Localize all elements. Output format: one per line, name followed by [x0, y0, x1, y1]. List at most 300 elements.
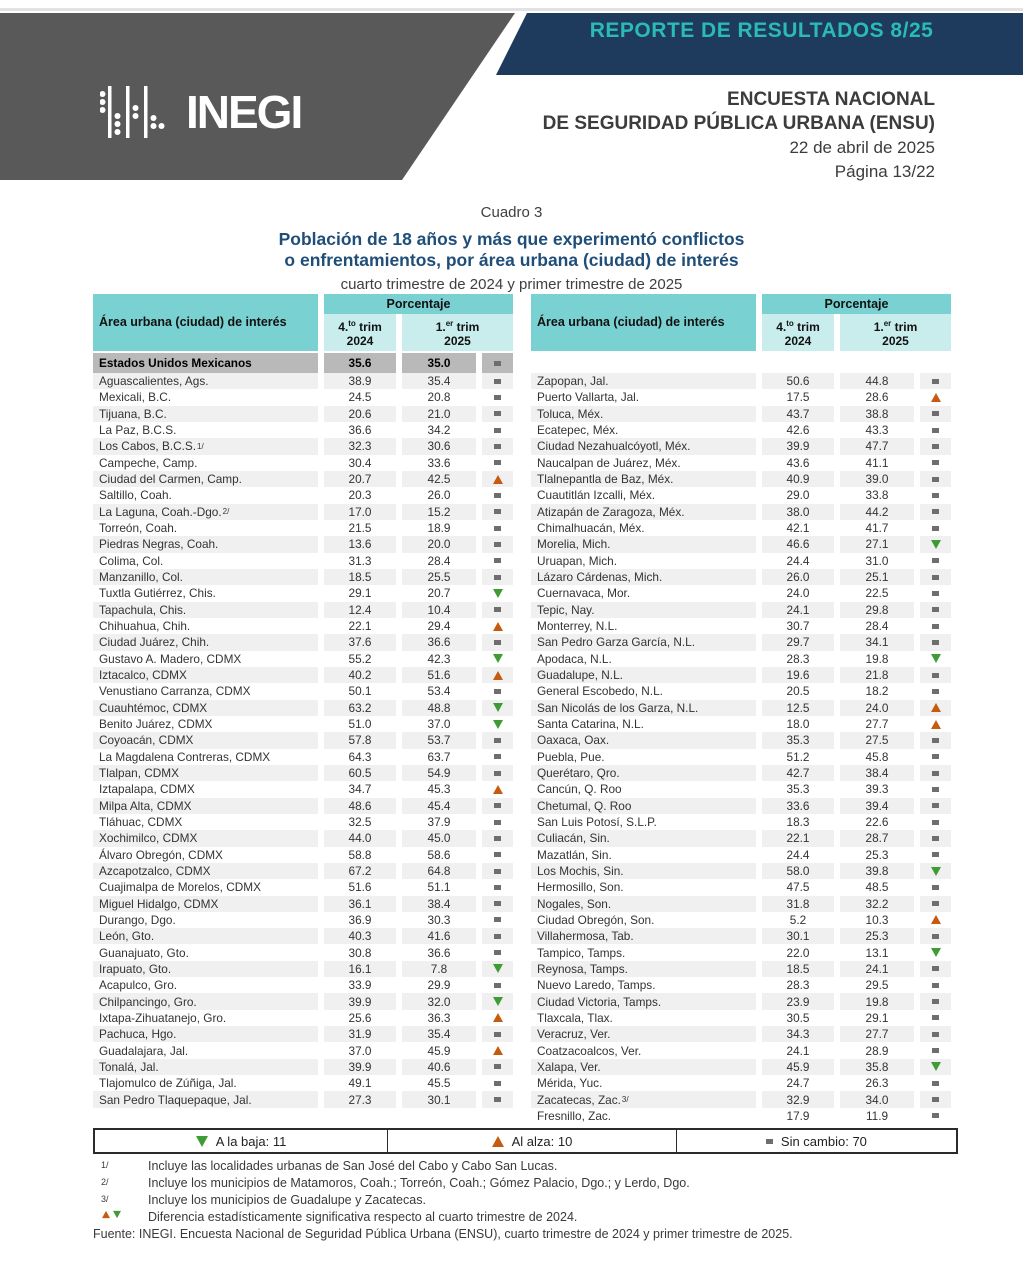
value-2024: 38.0	[762, 504, 834, 520]
trend-up-icon	[493, 622, 503, 631]
table-row	[93, 569, 515, 585]
city-name: Nogales, Son.	[531, 896, 756, 912]
trend-cell	[920, 504, 951, 520]
value-2025: 37.0	[427, 717, 451, 732]
legend-down-label: A la baja: 11	[215, 1133, 287, 1149]
no-change-icon	[932, 379, 939, 384]
no-change-icon	[932, 477, 939, 482]
trend-cell	[920, 863, 951, 879]
table-row	[93, 1075, 515, 1091]
value-2024: 18.5	[762, 961, 834, 977]
no-change-icon	[494, 444, 501, 449]
city-name: Ecatepec, Méx.	[537, 423, 619, 438]
trend-cell	[482, 406, 513, 422]
value-2024: 24.5	[348, 390, 372, 405]
footnote-text: Incluye las localidades urbanas de San José del Cabo y Cabo San Lucas.	[148, 1159, 558, 1173]
value-2024: 40.2	[324, 667, 396, 683]
no-change-icon	[494, 771, 501, 776]
value-2024: 38.9	[324, 373, 396, 389]
city-name: Torreón, Coah.	[99, 521, 178, 536]
value-2025: 29.1	[865, 1010, 889, 1025]
value-2025: 30.1	[402, 1091, 476, 1107]
value-2025: 29.4	[427, 619, 451, 634]
city-name: Xochimilco, CDMX	[93, 830, 318, 846]
value-2024: 46.6	[762, 536, 834, 552]
value-2025: 27.7	[840, 1026, 914, 1042]
value-2024: 40.3	[324, 928, 396, 944]
value-2025: 26.3	[865, 1076, 889, 1091]
trend-up-icon	[493, 785, 503, 794]
trend-cell	[920, 830, 951, 846]
table-row	[93, 471, 515, 487]
city-name: Fresnillo, Zac.	[537, 1108, 612, 1123]
city-name: Tepic, Nay.	[531, 602, 756, 618]
footnote-line	[93, 1192, 968, 1209]
value-2024: 42.1	[786, 521, 810, 536]
city-name: Tampico, Tamps.	[537, 945, 626, 960]
trend-cell	[920, 1108, 951, 1124]
table-row	[531, 814, 953, 830]
column-header-area: Área urbana (ciudad) de interés	[93, 294, 318, 351]
table-spacer	[531, 353, 953, 373]
value-2024: 24.0	[786, 586, 810, 601]
value-2024: 23.9	[762, 993, 834, 1009]
city-name: Guadalupe, N.L.	[531, 667, 756, 683]
table-row	[93, 553, 515, 569]
trend-cell	[920, 749, 951, 765]
trend-cell	[482, 1042, 513, 1058]
abacus-icon	[100, 86, 174, 138]
value-2024: 29.7	[762, 634, 834, 650]
trend-cell	[920, 651, 951, 667]
table-body-left	[93, 353, 515, 1108]
table-row	[93, 1091, 515, 1107]
city-name: Coyoacán, CDMX	[93, 732, 318, 748]
city-name: Álvaro Obregón, CDMX	[99, 847, 223, 862]
trend-cell	[920, 1059, 951, 1075]
city-name: Chilpancingo, Gro.	[93, 993, 318, 1009]
table-row	[531, 944, 953, 960]
value-2025: 37.9	[427, 815, 451, 830]
column-header-q1-2025: 1.$^{er}$ trim 2025	[402, 314, 513, 351]
legend	[93, 1128, 958, 1154]
city-name: Reynosa, Tamps.	[531, 961, 756, 977]
value-2025: 53.4	[427, 684, 451, 699]
city-name: General Escobedo, N.L.	[537, 684, 663, 699]
no-change-icon	[932, 836, 939, 841]
value-2024: 39.9	[762, 438, 834, 454]
table-row	[531, 1010, 953, 1026]
city-name: Naucalpan de Juárez, Méx.	[537, 455, 681, 470]
table-row	[531, 928, 953, 944]
table-body-right	[531, 353, 953, 1124]
value-2025: 45.9	[427, 1043, 451, 1058]
no-change-icon	[932, 820, 939, 825]
value-2024: 42.6	[786, 423, 810, 438]
table-row	[531, 798, 953, 814]
city-name: Xalapa, Ver.	[531, 1059, 756, 1075]
value-2025: 44.2	[840, 504, 914, 520]
trend-cell	[482, 634, 513, 650]
city-name: Zapopan, Jal.	[531, 373, 756, 389]
city-name: Acapulco, Gro.	[99, 978, 178, 993]
trend-down-icon	[493, 997, 503, 1006]
table-row	[93, 749, 515, 765]
trend-down-icon	[493, 703, 503, 712]
value-2025: 35.8	[840, 1059, 914, 1075]
no-change-icon	[766, 1139, 773, 1144]
value-2024: 26.0	[762, 569, 834, 585]
value-2025: 39.4	[840, 798, 914, 814]
trend-cell	[920, 634, 951, 650]
value-2024: 28.3	[786, 978, 810, 993]
value-2025: 36.6	[402, 634, 476, 650]
no-change-icon	[932, 509, 939, 514]
no-change-icon	[494, 379, 501, 384]
table-row	[531, 700, 953, 716]
trend-down-icon	[931, 948, 941, 957]
value-2025: 28.4	[427, 553, 451, 568]
value-2025: 31.0	[865, 553, 889, 568]
value-2024: 24.1	[762, 602, 834, 618]
value-2024: 13.6	[324, 536, 396, 552]
city-name: Los Cabos, B.C.S. 1/	[93, 438, 318, 454]
trend-cell	[920, 683, 951, 699]
value-2024: 51.6	[348, 880, 372, 895]
city-name: Chihuahua, Chih.	[99, 619, 191, 634]
page-number: Página 13/22	[834, 162, 935, 181]
value-2025: 28.6	[865, 390, 889, 405]
value-2025: 41.1	[865, 455, 889, 470]
value-2025: 30.3	[427, 912, 451, 927]
value-2025: 34.0	[840, 1091, 914, 1107]
table-row	[531, 406, 953, 422]
value-2025: 24.1	[840, 961, 914, 977]
city-name: Cuernavaca, Mor.	[537, 586, 631, 601]
trend-up-icon	[931, 703, 941, 712]
footnote-text: Diferencia estadísticamente significativa respecto al cuarto trimestre de 2024.	[148, 1210, 578, 1224]
value-2025: 36.3	[427, 1010, 451, 1025]
table-row	[531, 422, 953, 438]
table-row	[531, 847, 953, 863]
table-row	[531, 438, 953, 454]
no-change-icon	[932, 803, 939, 808]
value-2025: 26.0	[427, 488, 451, 503]
value-2024: 31.3	[348, 553, 372, 568]
value-2025: 25.5	[402, 569, 476, 585]
value-2024: 17.0	[324, 504, 396, 520]
no-change-icon	[932, 640, 939, 645]
table-row	[93, 667, 515, 683]
inegi-logo-text: INEGI	[186, 86, 302, 138]
table-row	[531, 1108, 953, 1124]
value-2025: 42.3	[427, 651, 451, 666]
no-change-icon	[494, 885, 501, 890]
footnote-ref: 3/	[621, 1095, 629, 1105]
trend-down-icon	[931, 867, 941, 876]
city-name: Irapuato, Gto.	[93, 961, 318, 977]
trend-cell	[482, 1075, 513, 1091]
value-2025: 15.2	[402, 504, 476, 520]
table-row	[93, 944, 515, 960]
trend-cell	[482, 455, 513, 471]
value-2025: 29.8	[840, 602, 914, 618]
city-name: Ixtapa-Zihuatanejo, Gro.	[99, 1010, 227, 1025]
trend-down-icon	[493, 720, 503, 729]
city-name: Zacatecas, Zac. 3/	[531, 1091, 756, 1107]
city-name: Manzanillo, Col.	[93, 569, 318, 585]
value-2024: 40.9	[762, 471, 834, 487]
value-2024: 50.6	[762, 373, 834, 389]
table-row	[93, 683, 515, 699]
value-2024: 29.0	[786, 488, 810, 503]
value-2025: 18.2	[865, 684, 889, 699]
table-row	[531, 1042, 953, 1058]
table-row	[93, 896, 515, 912]
no-change-icon	[494, 901, 501, 906]
city-name: Gustavo A. Madero, CDMX	[99, 651, 242, 666]
trend-cell	[920, 765, 951, 781]
value-2025: 51.6	[402, 667, 476, 683]
value-2025: 45.3	[427, 782, 451, 797]
value-2025: 43.3	[865, 423, 889, 438]
no-change-icon	[494, 640, 501, 645]
footnote-text: Incluye los municipios de Guadalupe y Zacatecas.	[148, 1193, 426, 1207]
trend-cell	[482, 569, 513, 585]
no-change-icon	[932, 575, 939, 580]
trend-cell	[482, 602, 513, 618]
value-2025: 48.8	[402, 700, 476, 716]
trend-cell	[920, 389, 951, 405]
source-line: Fuente: INEGI. Encuesta Nacional de Seguridad Pública Urbana (ENSU), cuarto trimestre de 2024 y primer trimestre de 2025.	[93, 1227, 793, 1241]
trend-cell	[920, 602, 951, 618]
trend-cell	[920, 406, 951, 422]
city-name: Estados Unidos Mexicanos	[93, 353, 318, 373]
value-2024: 18.5	[324, 569, 396, 585]
trend-up-icon	[493, 671, 503, 680]
table-row	[531, 389, 953, 405]
trend-cell	[920, 422, 951, 438]
city-name: Mazatlán, Sin.	[537, 847, 612, 862]
table-row	[93, 373, 515, 389]
value-2025: 7.8	[402, 961, 476, 977]
value-2024: 29.1	[348, 586, 372, 601]
trend-cell	[482, 781, 513, 797]
footnote-line	[93, 1158, 968, 1175]
city-name: Tláhuac, CDMX	[99, 815, 183, 830]
table-row	[531, 863, 953, 879]
value-2025: 28.4	[865, 619, 889, 634]
value-2025: 19.8	[840, 993, 914, 1009]
table-row	[93, 830, 515, 846]
table-row	[93, 389, 515, 405]
value-2024: 55.2	[348, 651, 372, 666]
value-2024: 48.6	[324, 798, 396, 814]
area-table-left	[93, 294, 515, 1124]
value-2024: 50.1	[348, 684, 372, 699]
trend-cell	[482, 765, 513, 781]
trend-cell	[920, 814, 951, 830]
value-2025: 53.7	[402, 732, 476, 748]
value-2025: 45.0	[402, 830, 476, 846]
cuadro-label: Cuadro 3	[480, 204, 543, 221]
inegi-logo	[100, 86, 301, 138]
city-name: La Paz, B.C.S.	[99, 423, 177, 438]
no-change-icon	[932, 493, 939, 498]
city-name: San Luis Potosí, S.L.P.	[537, 815, 657, 830]
value-2024: 47.5	[786, 880, 810, 895]
value-2025: 20.8	[427, 390, 451, 405]
no-change-icon	[494, 950, 501, 955]
trend-cell	[920, 373, 951, 389]
no-change-icon	[932, 966, 939, 971]
table-row	[93, 536, 515, 552]
no-change-icon	[494, 1081, 501, 1086]
legend-up-label: Al alza: 10	[511, 1133, 573, 1149]
table-row	[93, 406, 515, 422]
trend-cell	[482, 471, 513, 487]
value-2024: 24.1	[786, 1043, 810, 1058]
no-change-icon	[932, 1113, 939, 1118]
city-name: Tlaxcala, Tlax.	[537, 1010, 613, 1025]
table-row	[531, 732, 953, 748]
trend-cell	[920, 536, 951, 552]
no-change-icon	[494, 917, 501, 922]
value-2025: 64.8	[402, 863, 476, 879]
value-2024: 24.4	[786, 553, 810, 568]
column-header-q1-2025: 1.$^{er}$ trim 2025	[840, 314, 951, 351]
table-row	[93, 487, 515, 503]
table-row	[93, 438, 515, 454]
value-2025: 22.6	[865, 815, 889, 830]
city-name: Apodaca, N.L.	[537, 651, 612, 666]
trend-cell	[920, 912, 951, 928]
value-2025: 32.0	[402, 993, 476, 1009]
trend-cell	[482, 585, 513, 601]
trend-cell	[920, 553, 951, 569]
city-name: La Laguna, Coah.-Dgo. 2/	[93, 504, 318, 520]
value-2024: 20.3	[348, 488, 372, 503]
table-row	[531, 504, 953, 520]
value-2024: 18.0	[786, 717, 810, 732]
trend-cell	[920, 993, 951, 1009]
table-row	[531, 553, 953, 569]
table-row	[531, 667, 953, 683]
no-change-icon	[494, 852, 501, 857]
no-change-icon	[494, 820, 501, 825]
city-name: Durango, Dgo.	[99, 912, 176, 927]
value-2024: 64.3	[348, 749, 372, 764]
value-2025: 45.4	[402, 798, 476, 814]
table-row	[93, 732, 515, 748]
city-name: Hermosillo, Son.	[537, 880, 624, 895]
city-name: Guadalajara, Jal.	[99, 1043, 189, 1058]
value-2024: 32.5	[348, 815, 372, 830]
no-change-icon	[494, 607, 501, 612]
trend-cell	[920, 928, 951, 944]
value-2025: 35.4	[402, 1026, 476, 1042]
no-change-icon	[494, 983, 501, 988]
value-2024: 22.1	[348, 619, 372, 634]
no-change-icon	[932, 1048, 939, 1053]
city-name: Ciudad Obregón, Son.	[537, 912, 655, 927]
value-2024: 36.6	[348, 423, 372, 438]
table-row	[93, 618, 515, 634]
trend-cell	[482, 944, 513, 960]
footnotes	[93, 1158, 968, 1243]
value-2024: 33.6	[762, 798, 834, 814]
no-change-icon	[932, 689, 939, 694]
value-2024: 20.5	[786, 684, 810, 699]
value-2024: 43.6	[786, 455, 810, 470]
trend-cell	[482, 700, 513, 716]
table-row	[531, 618, 953, 634]
city-name: San Pedro Tlaquepaque, Jal.	[93, 1091, 318, 1107]
city-name: Miguel Hidalgo, CDMX	[93, 896, 318, 912]
no-change-icon	[494, 836, 501, 841]
city-name: Pachuca, Hgo.	[93, 1026, 318, 1042]
survey-title-line1: ENCUESTA NACIONAL	[727, 89, 935, 110]
city-name: Aguascalientes, Ags.	[93, 373, 318, 389]
no-change-icon	[932, 885, 939, 890]
value-2024: 63.2	[324, 700, 396, 716]
table-row	[531, 1091, 953, 1107]
value-2025: 38.8	[840, 406, 914, 422]
trend-cell	[482, 993, 513, 1009]
city-name: Cancún, Q. Roo	[537, 782, 622, 797]
city-name: Monterrey, N.L.	[537, 619, 618, 634]
trend-down-icon	[493, 964, 503, 973]
value-2025: 11.9	[865, 1108, 889, 1123]
city-name: Cuauhtémoc, CDMX	[93, 700, 318, 716]
value-2024: 24.4	[786, 847, 810, 862]
value-2024: 19.6	[762, 667, 834, 683]
no-change-icon	[494, 509, 501, 514]
national-total-row	[93, 353, 515, 373]
value-2025: 19.8	[865, 651, 889, 666]
trend-cell	[482, 353, 513, 373]
value-2025: 10.3	[865, 912, 889, 927]
city-name: Piedras Negras, Coah.	[93, 536, 318, 552]
value-2025: 42.5	[402, 471, 476, 487]
city-name: Uruapan, Mich.	[537, 553, 617, 568]
city-name: Tuxtla Gutiérrez, Chis.	[99, 586, 216, 601]
table-row	[93, 634, 515, 650]
table-row	[93, 1010, 515, 1026]
value-2025: 39.8	[840, 863, 914, 879]
city-name: Culiacán, Sin.	[531, 830, 756, 846]
value-2024: 58.0	[762, 863, 834, 879]
trend-cell	[920, 977, 951, 993]
table-header	[531, 294, 953, 351]
trend-cell	[482, 863, 513, 879]
trend-up-icon	[931, 720, 941, 729]
trend-up-icon	[102, 1211, 110, 1218]
value-2024: 32.3	[324, 438, 396, 454]
value-2025: 10.4	[402, 602, 476, 618]
no-change-icon	[932, 738, 939, 743]
no-change-icon	[494, 558, 501, 563]
city-name: Milpa Alta, CDMX	[93, 798, 318, 814]
no-change-icon	[494, 428, 501, 433]
value-2024: 57.8	[324, 732, 396, 748]
value-2025: 25.3	[840, 928, 914, 944]
no-change-icon	[494, 460, 501, 465]
footnote-line	[93, 1209, 968, 1226]
trend-cell	[482, 389, 513, 405]
no-change-icon	[494, 738, 501, 743]
value-2024: 58.8	[348, 847, 372, 862]
